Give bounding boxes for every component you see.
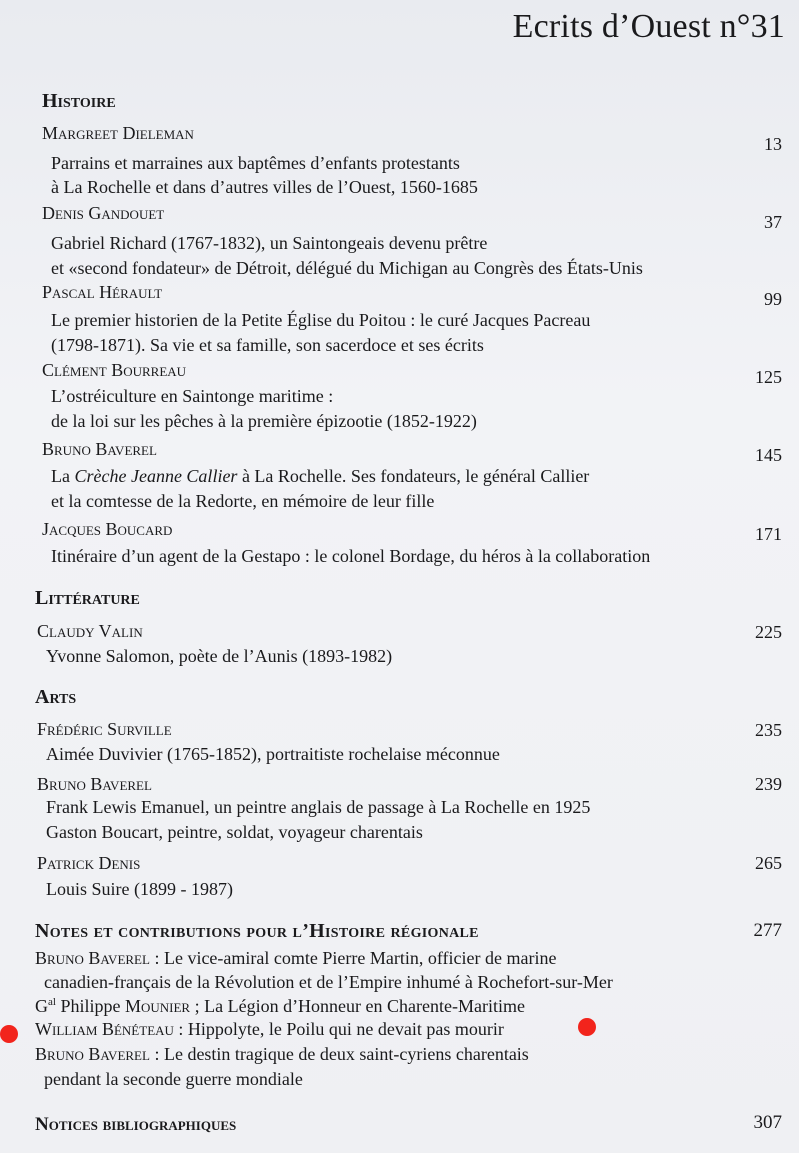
entry-title-line: Yvonne Salomon, poète de l’Aunis (1893-1982) — [46, 646, 393, 666]
notes-item-text: : Le vice-amiral comte Pierre Martin, officier de marine — [149, 948, 557, 968]
entry-page-number: 235 — [755, 720, 782, 740]
entry-author: Clément Bourreau — [42, 360, 187, 380]
section-heading-arts: Arts — [35, 686, 77, 708]
notes-item-author-first: Philippe — [55, 996, 125, 1016]
journal-title: Ecrits d’Ouest n°31 — [512, 8, 785, 45]
entry-page-number: 239 — [755, 774, 782, 794]
entry-page-number: 125 — [755, 367, 782, 387]
entry-author: Pascal Hérault — [42, 282, 163, 302]
notes-item-author: William Bénéteau — [35, 1019, 174, 1039]
notes-item-text: : Hippolyte, le Poilu qui ne devait pas mourir — [173, 1019, 504, 1039]
notes-item-continuation: pendant la seconde guerre mondiale — [44, 1069, 303, 1089]
notes-item — [35, 1019, 504, 1040]
notes-item-author: Bruno Baverel — [35, 1044, 150, 1064]
entry-page-number: 145 — [755, 445, 782, 465]
notes-item — [35, 1044, 529, 1065]
entry-title-line — [51, 466, 589, 487]
entry-author: Margreet Dieleman — [42, 123, 194, 143]
notes-item-text: ; La Légion d’Honneur en Charente-Maritime — [190, 996, 525, 1016]
entry-page-number: 99 — [764, 289, 782, 309]
entry-author: Denis Gandouet — [42, 203, 165, 223]
entry-title-line: (1798-1871). Sa vie et sa famille, son sacerdoce et ses écrits — [51, 335, 484, 355]
entry-title-line: et la comtesse de la Redorte, en mémoire de leur fille — [51, 491, 435, 511]
entry-author: Bruno Baverel — [37, 774, 152, 794]
entry-title-line: Frank Lewis Emanuel, un peintre anglais de passage à La Rochelle en 1925 — [46, 797, 591, 817]
notes-item-sup: al — [48, 996, 56, 1008]
entry-title-prefix: La — [51, 466, 75, 486]
notes-item — [35, 996, 525, 1017]
red-dot-marker — [0, 1025, 18, 1043]
entry-title-line: L’ostréiculture en Saintonge maritime : — [51, 386, 334, 406]
entry-title-line: Gabriel Richard (1767-1832), un Saintongeais devenu prêtre — [51, 233, 488, 253]
section-heading-notes: Notes et contributions pour l’Histoire régionale — [35, 920, 479, 942]
entry-page-number: 225 — [755, 622, 782, 642]
section-page-number: 307 — [753, 1112, 782, 1133]
entry-title-line: et «second fondateur» de Détroit, délégué du Michigan au Congrès des États-Unis — [51, 258, 643, 278]
red-dot-marker — [578, 1018, 596, 1036]
section-page-number: 277 — [753, 920, 782, 941]
entry-author: Jacques Boucard — [42, 519, 173, 539]
section-heading-notices: Notices bibliographiques — [35, 1114, 237, 1135]
notes-item-continuation: canadien-français de la Révolution et de l’Empire inhumé à Rochefort-sur-Mer — [44, 972, 613, 992]
notes-item-prefix: G — [35, 996, 48, 1016]
notes-item-text: : Le destin tragique de deux saint-cyriens charentais — [149, 1044, 529, 1064]
entry-title-line: de la loi sur les pêches à la première épizootie (1852-1922) — [51, 411, 477, 431]
entry-title-italic: Crèche Jeanne Callier — [74, 466, 238, 486]
entry-author: Patrick Denis — [37, 853, 141, 873]
entry-title-line: Itinéraire d’un agent de la Gestapo : le colonel Bordage, du héros à la collaboration — [51, 546, 651, 566]
entry-page-number: 13 — [764, 134, 782, 154]
entry-author: Claudy Valin — [37, 621, 143, 641]
section-heading-litterature: Littérature — [35, 587, 140, 609]
notes-item-author: Bruno Baverel — [35, 948, 150, 968]
notes-item-author: Mounier — [124, 996, 191, 1016]
entry-title-line: Le premier historien de la Petite Église du Poitou : le curé Jacques Pacreau — [51, 310, 591, 330]
entry-page-number: 37 — [764, 212, 782, 232]
entry-author: Bruno Baverel — [42, 439, 157, 459]
entry-page-number: 265 — [755, 853, 782, 873]
entry-title-line: Parrains et marraines aux baptêmes d’enfants protestants — [51, 153, 460, 173]
entry-title-line: Aimée Duvivier (1765-1852), portraitiste rochelaise méconnue — [46, 744, 500, 764]
entry-author: Frédéric Surville — [37, 719, 172, 739]
entry-title-line: à La Rochelle et dans d’autres villes de l’Ouest, 1560-1685 — [51, 177, 478, 197]
entry-title-line: Gaston Boucart, peintre, soldat, voyageur charentais — [46, 822, 423, 842]
entry-title-line: Louis Suire (1899 - 1987) — [46, 879, 233, 899]
notes-item — [35, 948, 556, 969]
entry-title-suffix: à La Rochelle. Ses fondateurs, le général Callier — [237, 466, 590, 486]
entry-page-number: 171 — [755, 524, 782, 544]
section-heading-histoire: Histoire — [42, 90, 116, 112]
